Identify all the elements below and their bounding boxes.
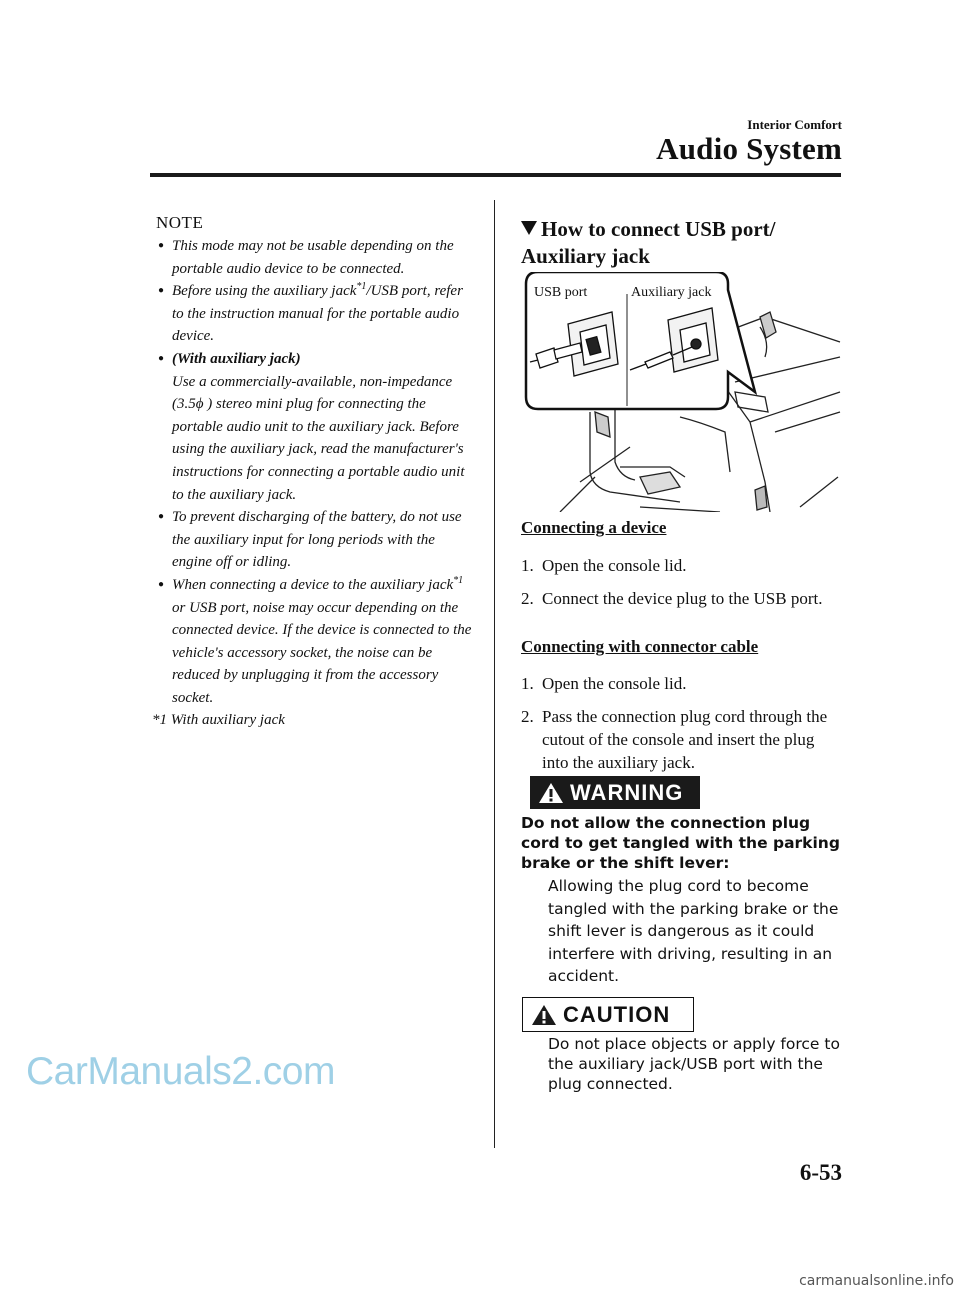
usb-port-label: USB port (534, 285, 588, 300)
section-title-line1: How to connect USB port/ (541, 217, 776, 241)
page-title: Audio System (656, 131, 842, 166)
subheading-connecting-device: Connecting a device (521, 518, 667, 537)
watermark-logo: CarManuals2.com (26, 1050, 335, 1093)
aux-jack-label: Auxiliary jack (631, 285, 712, 300)
step-item (521, 587, 836, 610)
footnote-ref: *1 (356, 281, 367, 293)
step-text: Pass the connection plug cord through the cutout of the console and insert the plug into the auxiliary jack. (542, 707, 828, 772)
step-text: Open the console lid. (542, 556, 687, 575)
note-text: /USB port, refer to the instruction manual for the portable audio device. (172, 283, 463, 345)
note-item (152, 506, 472, 574)
note-text: This mode may not be usable depending on the portable audio device to be connected. (172, 238, 454, 277)
warning-triangle-icon (538, 782, 564, 804)
caution-label: CAUTION (563, 1001, 671, 1027)
bullet-icon: ● (158, 285, 165, 297)
note-item (152, 574, 472, 710)
warning-text: Allowing the plug cord to become tangled with the parking brake or the shift lever is dangerous as it could interfere with driving, resulting in an accident. (548, 877, 839, 986)
note-text: To prevent discharging of the battery, do not use the auxiliary input for long periods with the engine off or idling. (172, 509, 462, 571)
watermark-site: carmanualsonline.info (799, 1273, 954, 1289)
page-number: 6-53 (799, 1160, 842, 1185)
warning-heading: Do not allow the connection plug cord to get tangled with the parking brake or the shift lever: (521, 814, 840, 872)
footnote-ref: *1 (453, 574, 464, 586)
note-item (152, 235, 472, 280)
note-text: or USB port, noise may occur depending on the connected device. If the device is connected to the vehicle's accessory socket, the noise can be reduced by unplugging it from the accessory socket. (172, 599, 472, 706)
section-title-line2: Auxiliary jack (521, 244, 650, 268)
header-rule (150, 173, 841, 177)
subheading-connector-cable: Connecting with connector cable (521, 637, 759, 656)
steps-connecting-device (521, 554, 836, 620)
bullet-icon: ● (158, 240, 165, 251)
warning-badge (530, 776, 700, 809)
caution-triangle-icon (531, 1004, 557, 1026)
bullet-icon: ● (158, 352, 165, 364)
step-item (521, 554, 836, 577)
step-number: 2. (521, 589, 534, 608)
step-number: 2. (521, 707, 534, 726)
step-item (521, 672, 836, 695)
note-block (152, 213, 472, 732)
step-number: 1. (521, 556, 534, 575)
console-illustration (520, 272, 842, 512)
bullet-icon: ● (158, 578, 165, 590)
step-item (521, 705, 836, 774)
note-item (152, 280, 472, 348)
console-illustration-svg (520, 272, 842, 512)
caution-badge (522, 997, 694, 1032)
note-heading: NOTE (156, 213, 204, 232)
note-item (152, 348, 472, 506)
column-divider (494, 200, 495, 1148)
caution-text: Do not place objects or apply force to the auxiliary jack/USB port with the plug connected. (548, 1035, 840, 1093)
step-text: Connect the device plug to the USB port. (542, 589, 823, 608)
triangle-marker-icon (521, 221, 537, 235)
step-number: 1. (521, 674, 534, 693)
step-text: Open the console lid. (542, 674, 687, 693)
note-text: Use a commercially-available, non-impedance (3.5ϕ ) stereo mini plug for connecting the portable audio unit to the auxiliary jack. Before using the auxiliary jack, read the manufacturer's instructions for connecting a portable audio unit to the auxiliary jack. (172, 373, 465, 503)
section-title (521, 216, 841, 270)
warning-label: WARNING (570, 779, 684, 805)
note-condition: (With auxiliary jack) (172, 350, 301, 367)
note-text: Before using the auxiliary jack (172, 283, 357, 300)
bullet-icon: ● (158, 511, 165, 523)
steps-connector-cable (521, 672, 836, 784)
footnote: *1 With auxiliary jack (152, 712, 285, 729)
note-text: When connecting a device to the auxiliary jack (172, 576, 454, 593)
section-label: Interior Comfort (747, 117, 842, 132)
